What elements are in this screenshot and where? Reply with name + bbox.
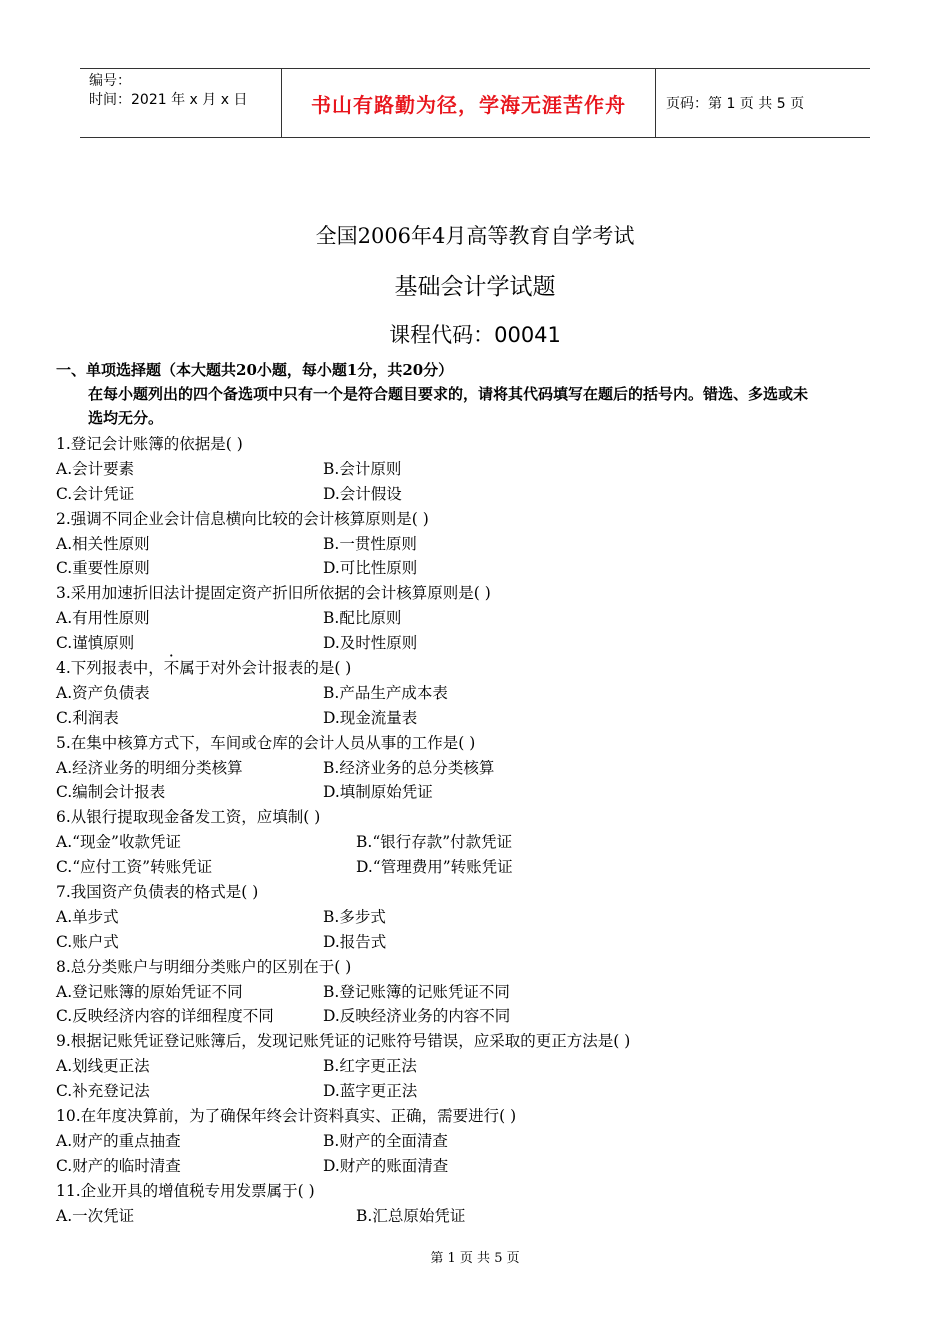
option-a: A.一次凭证 [56,1206,135,1225]
option-a: A.相关性原则 [56,534,150,553]
option-c: C.编制会计报表 [56,783,166,802]
question-stem: 5.在集中核算方式下，车间或仓库的会计人员从事的工作是( ) [56,733,476,752]
question-stem: 11.企业开具的增值税专用发票属于( ) [56,1181,315,1200]
page-label: 页码：第 1 页 共 5 页 [666,96,805,112]
option-a: A.登记账簿的原始凭证不同 [56,982,243,1001]
option-row [56,532,906,557]
option-d: D.蓝字更正法 [323,1082,418,1101]
option-row [56,1154,906,1179]
option-c: C.谨慎原则 [56,634,135,653]
option-c: C.利润表 [56,708,119,727]
exam-title: 全国2006年4月高等教育自学考试 [315,224,635,248]
option-row [56,681,906,706]
option-b: B.红字更正法 [323,1057,417,1076]
option-row [56,457,906,482]
section-instruction: 在每小题列出的四个备选项中只有一个是符合题目要求的，请将其代码填写在题后的括号内。错选、多选或未 [88,385,809,403]
option-d: D.可比性原则 [323,559,418,578]
motto: 书山有路勤为径，学海无涯苦作舟 [311,92,626,117]
question-stem: 3.采用加速折旧法计提固定资产折旧所依据的会计核算原则是( ) [56,584,491,603]
option-a: A.“现金”收款凭证 [56,833,181,852]
option-row [56,980,906,1005]
question-stem: 6.从银行提取现金备发工资，应填制( ) [56,808,321,827]
option-a: A.经济业务的明细分类核算 [56,758,243,777]
option-c: C.反映经济内容的详细程度不同 [56,1007,274,1026]
option-c: C.账户式 [56,932,119,951]
option-d: D.现金流量表 [323,708,418,727]
option-b: B.配比原则 [323,609,402,628]
option-c: C.重要性原则 [56,559,150,578]
question-stem [56,656,906,681]
option-a: A.财产的重点抽查 [56,1131,181,1150]
question-stem: 10.在年度决算前，为了确保年终会计资料真实、正确，需要进行( ) [56,1107,517,1126]
option-row [56,855,906,880]
option-c: C.会计凭证 [56,484,135,503]
option-d: D.“管理费用”转账凭证 [356,858,513,877]
option-d: D.反映经济业务的内容不同 [323,1007,511,1026]
option-row [56,1204,906,1229]
option-row [56,930,906,955]
option-c: C.补充登记法 [56,1082,150,1101]
option-row [56,1129,906,1154]
option-b: B.登记账簿的记账凭证不同 [323,982,510,1001]
question-stem: 9.根据记账凭证登记账簿后，发现记账凭证的记账符号错误，应采取的更正方法是( ) [56,1032,631,1051]
option-b: B.经济业务的总分类核算 [323,758,495,777]
emphasis-mark: 不属于 [163,659,211,678]
option-a: A.资产负债表 [56,683,150,702]
header-page-cell [656,69,870,137]
question-stem: 2.强调不同企业会计信息横向比较的会计核算原则是( ) [56,509,429,528]
option-d: D.报告式 [323,932,387,951]
option-row [56,606,906,631]
question-stem-post: 对外会计报表的是( ) [210,659,352,678]
option-d: D.会计假设 [323,484,402,503]
section-title: 一、单项选择题（本大题共20小题，每小题1分，共20分） [56,361,454,379]
option-row [56,1054,906,1079]
option-a: A.有用性原则 [56,609,150,628]
option-a: A.会计要素 [56,459,135,478]
option-b: B.“银行存款”付款凭证 [356,833,513,852]
option-c: C.财产的临时清查 [56,1156,181,1175]
option-row [56,482,906,507]
option-b: B.产品生产成本表 [323,683,448,702]
option-d: D.填制原始凭证 [323,783,433,802]
page-footer: 第 1 页 共 5 页 [430,1251,520,1266]
subject-title: 基础会计学试题 [394,274,556,300]
option-b: B.一贯性原则 [323,534,417,553]
option-d: D.及时性原则 [323,634,418,653]
option-a: A.单步式 [56,907,119,926]
option-row [56,556,906,581]
question-stem: 7.我国资产负债表的格式是( ) [56,883,259,902]
option-a: A.划线更正法 [56,1057,150,1076]
option-b: B.财产的全面清查 [323,1131,448,1150]
option-row [56,905,906,930]
option-row [56,1079,906,1104]
option-b: B.汇总原始凭证 [356,1206,466,1225]
option-c: C.“应付工资”转账凭证 [56,858,213,877]
option-d: D.财产的账面清查 [323,1156,449,1175]
section-instruction-cont: 选均无分。 [88,409,164,427]
question-stem: 1.登记会计账簿的依据是( ) [56,435,243,453]
number-label: 编号： [89,73,131,89]
option-row [56,1004,906,1029]
option-row [56,706,906,731]
option-b: B.会计原则 [323,459,402,478]
header-meta [80,69,281,137]
option-b: B.多步式 [323,907,386,926]
section-header [56,358,901,430]
question-stem-pre: 4.下列报表中， [56,659,164,678]
header-motto-cell [281,69,656,137]
page-header [80,68,870,138]
option-row [56,830,906,855]
course-code: 课程代码：00041 [389,323,561,347]
time-label: 时间：2021 年 x 月 x 日 [89,92,248,108]
question-stem: 8.总分类账户与明细分类账户的区别在于( ) [56,957,352,976]
question-list [56,432,906,1229]
option-row [56,756,906,781]
option-row [56,780,906,805]
